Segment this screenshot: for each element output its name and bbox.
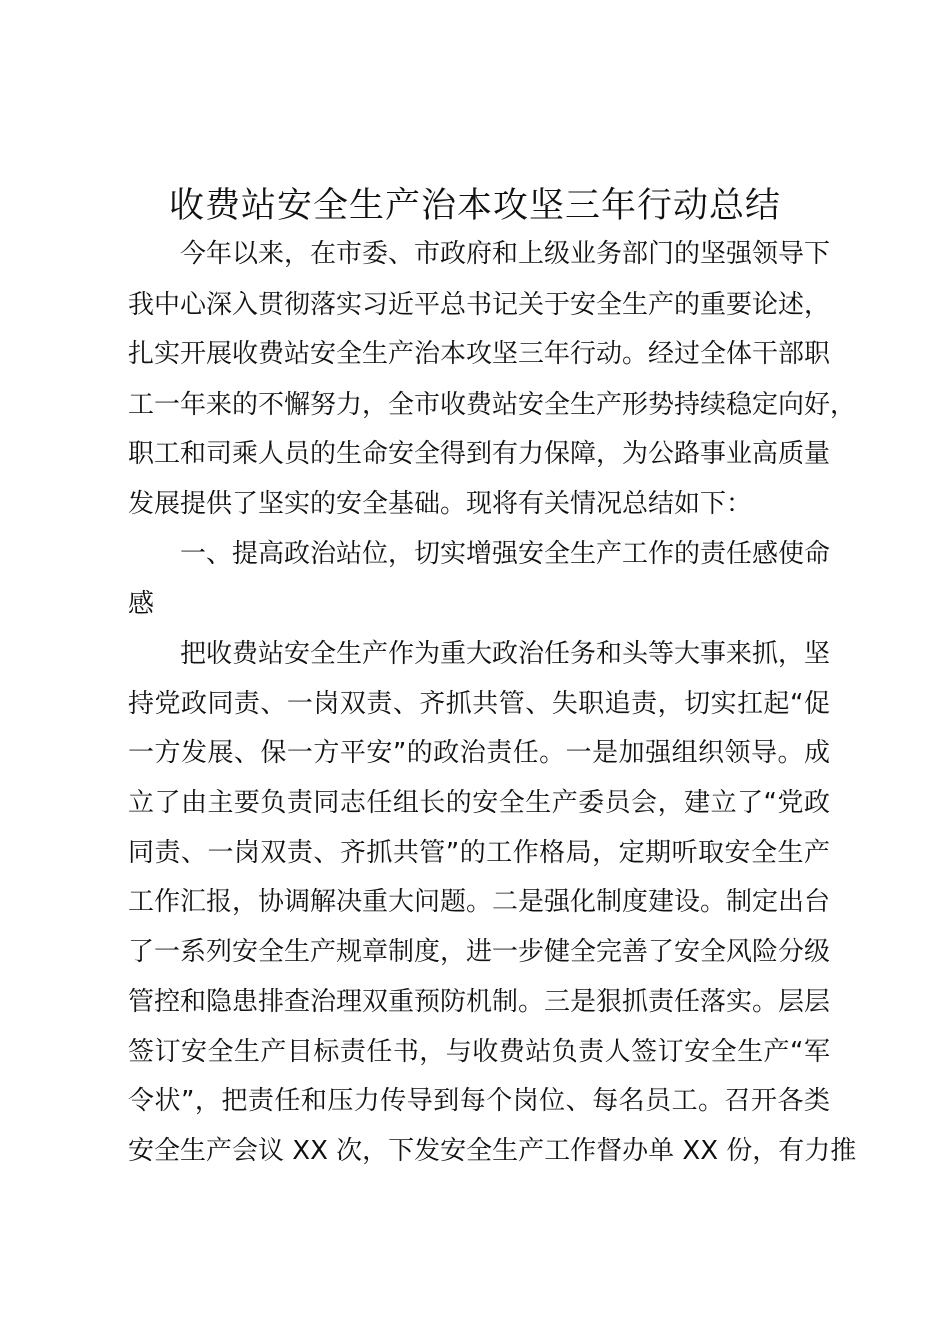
paragraph-line: 同责、一岗双责、齐抓共管”的工作格局，定期听取安全生产 xyxy=(128,838,830,868)
paragraph-line: 把收费站安全生产作为重大政治任务和头等大事来抓，坚 xyxy=(180,639,831,669)
paragraph-line: 管控和隐患排查治理双重预防机制。三是狠抓责任落实。层层 xyxy=(128,987,831,1017)
paragraph-line: 发展提供了坚实的安全基础。现将有关情况总结如下： xyxy=(128,489,753,519)
paragraph-line: 立了由主要负责同志任组长的安全生产委员会，建立了“党政 xyxy=(128,788,830,818)
paragraph-line: 职工和司乘人员的生命安全得到有力保障，为公路事业高质量 xyxy=(128,439,831,469)
paragraph-line: 令状”，把责任和压力传导到每个岗位、每名员工。召开各类 xyxy=(128,1086,830,1116)
paragraph-line: 扎实开展收费站安全生产治本攻坚三年行动。经过全体干部职 xyxy=(128,339,831,369)
paragraph-line: 了一系列安全生产规章制度，进一步健全完善了安全风险分级 xyxy=(128,937,831,967)
document-title: 收费站安全生产治本攻坚三年行动总结 xyxy=(168,186,781,226)
paragraph-line: 持党政同责、一岗双责、齐抓共管、失职追责，切实扛起“促 xyxy=(128,689,830,719)
paragraph-line: 签订安全生产目标责任书，与收费站负责人签订安全生产“军 xyxy=(128,1037,830,1067)
paragraph-line: 今年以来，在市委、市政府和上级业务部门的坚强领导下 xyxy=(180,239,831,269)
section-heading-line: 感 xyxy=(128,589,155,619)
paragraph-line: 工一年来的不懈努力，全市收费站安全生产形势持续稳定向好， xyxy=(128,390,857,420)
paragraph-line: 工作汇报，协调解决重大问题。二是强化制度建设。制定出台 xyxy=(128,887,831,917)
paragraph-line: 一方发展、保一方平安”的政治责任。一是加强组织领导。成 xyxy=(128,738,830,768)
paragraph-line: 安全生产会议 XX 次，下发安全生产工作督办单 XX 份，有力推 xyxy=(128,1136,857,1166)
paragraph-line: 我中心深入贯彻落实习近平总书记关于安全生产的重要论述， xyxy=(128,290,831,320)
section-heading-line: 一、提高政治站位，切实增强安全生产工作的责任感使命 xyxy=(180,539,831,569)
